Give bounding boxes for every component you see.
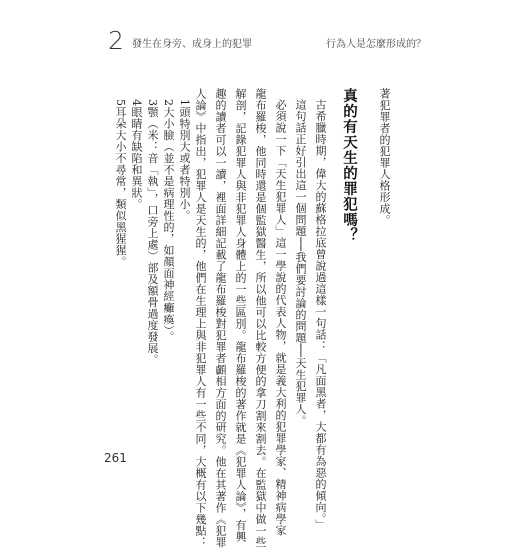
- list-item-4: 4眼睛有缺陷和異狀。: [130, 99, 143, 210]
- running-header: [108, 26, 428, 55]
- list-item-1: 1頭特別大或者特別小。: [178, 99, 191, 222]
- list-item-2: 2大小臉（並不是病理性的，如顏面神經癱瘓）。: [162, 99, 175, 343]
- section-title: 行為人是怎麼形成的？: [326, 39, 426, 50]
- intro-line: 著犯罪者的犯罪人格形成。: [378, 88, 391, 226]
- paragraph-3: 必須說一下「天生犯罪人」這一學說的代表人物，就是義大利的犯罪學家、精神病學家: [274, 99, 287, 536]
- paragraph-7: 人論》中指出，犯罪人是天生的，他們在生理上與非犯罪人有一些不同，大概有以下幾點：: [194, 88, 207, 548]
- paragraph-6: 趣的讀者可以一讀，裡面詳細記載了龍布羅梭對犯罪者顱相方面的研究。他在其著作《犯罪: [214, 88, 227, 548]
- paragraph-4: 龍布羅梭，他同時還是個監獄醫生，所以他可以比較方便的拿刀割來割去。在監獄中做一些: [254, 88, 267, 548]
- page-number: 261: [104, 451, 127, 465]
- list-item-5: 5耳朵大小不尋常，類似黑猩猩。: [114, 99, 127, 268]
- section-heading: 真的有天生的罪犯嗎？: [341, 88, 357, 243]
- list-item-3: 3顎（米：音「執」，口旁上處）部及額骨過度發展。: [146, 99, 159, 366]
- paragraph-2: 這句話正好引出這一個問題──我們要討論的問題──天生犯罪人。: [294, 99, 307, 427]
- paragraph-5: 解剖，記錄犯罪人與非犯罪人身體上的一些區別。龍布羅梭的著作就是《犯罪人論》，有興: [234, 88, 247, 543]
- chapter-number: 2: [108, 26, 124, 55]
- paragraph-1: 古希臘時期，偉大的蘇格拉底曾說過這樣一句話：「凡面黑者，大都有為惡的傾向。」: [314, 99, 327, 531]
- chapter-title: 發生在身旁、成身上的犯罪: [132, 39, 252, 50]
